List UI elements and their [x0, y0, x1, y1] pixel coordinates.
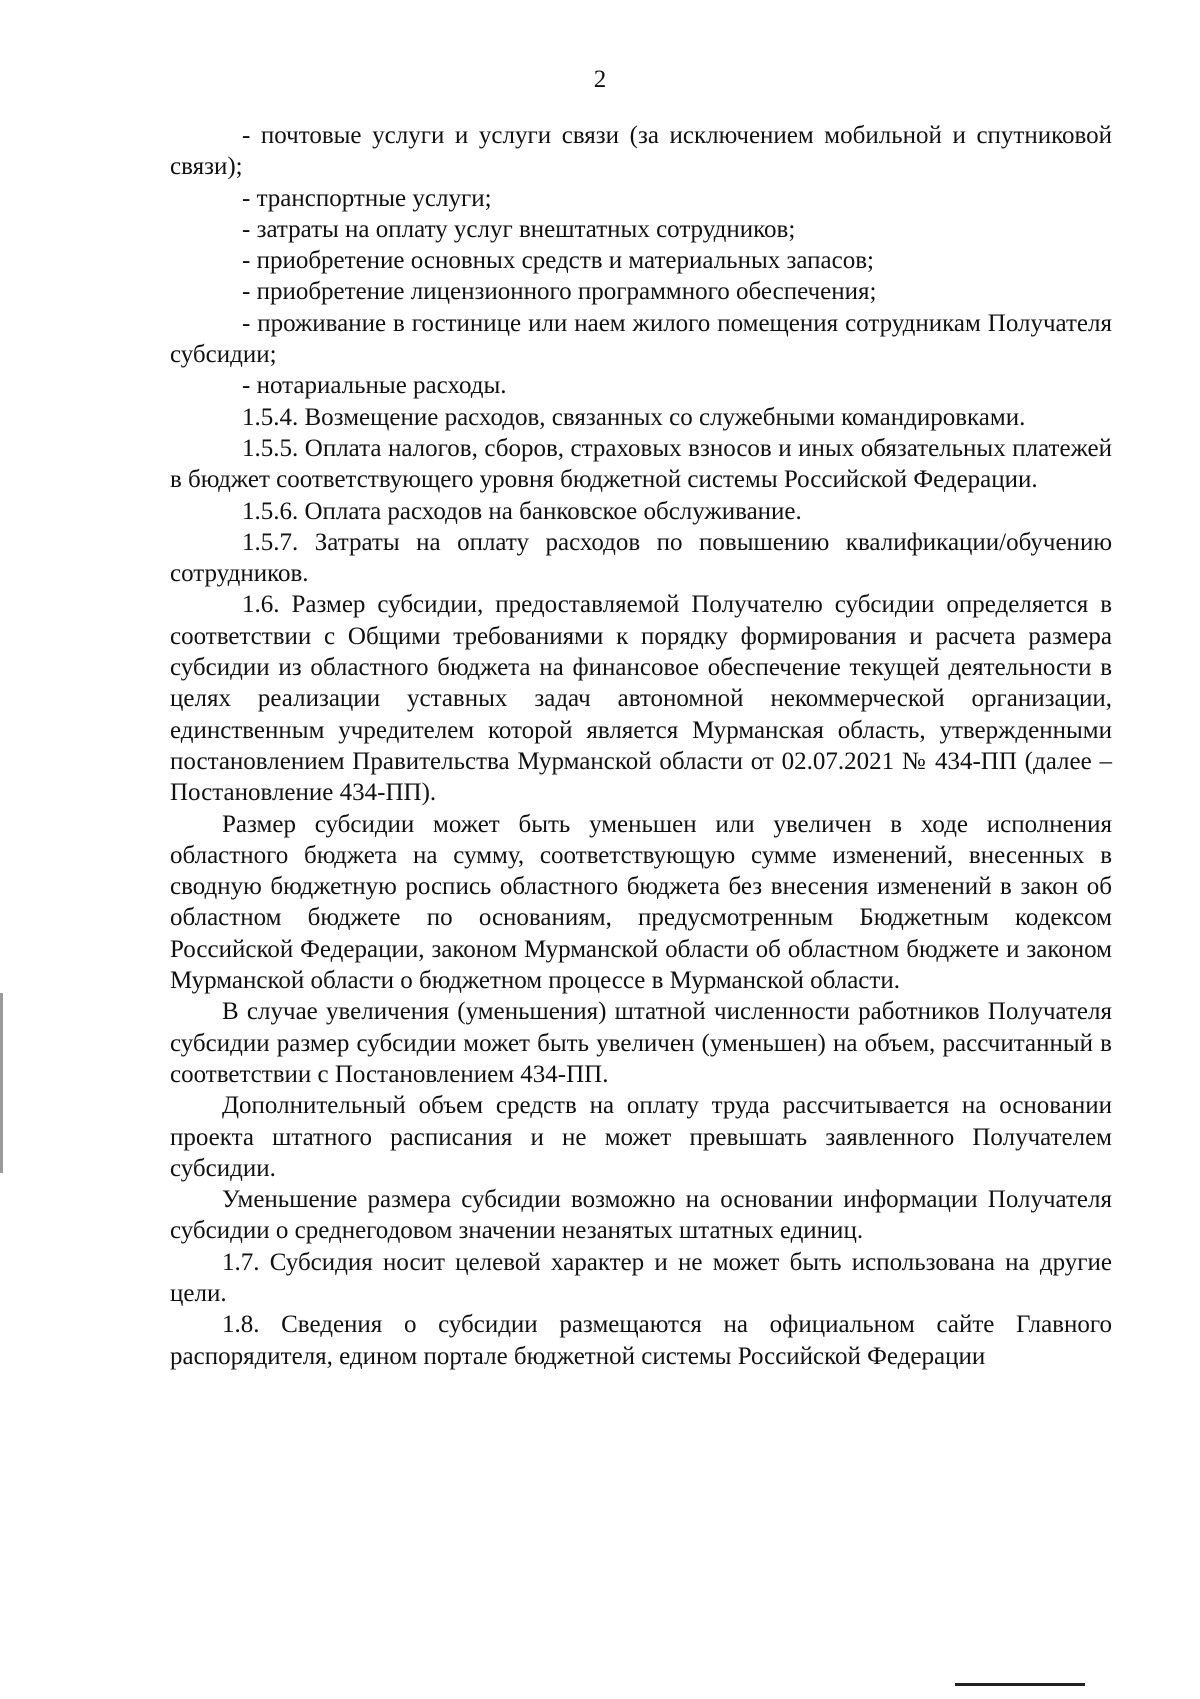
paragraph-additional-funds: Дополнительный объем средств на оплату труда рассчитывается на основании проекта штатного расписания и не может превышать заявленного Получателем субсидии.: [170, 1092, 1112, 1182]
clause-1-8: 1.8. Сведения о субсидии размещаются на официальном сайте Главного распорядителя, едином портале бюджетной системы Российской Федерации: [170, 1311, 1112, 1370]
clause-1-5-5: 1.5.5. Оплата налогов, сборов, страховых взносов и иных обязательных платежей в бюджет соответствующего уровня бюджетной системы Российской Федерации.: [170, 434, 1112, 494]
document-body: [170, 120, 1112, 1372]
footer-rule: [955, 1683, 1085, 1686]
paragraph-staff-change: В случае увеличения (уменьшения) штатной численности работников Получателя субсидии размер субсидии может быть увеличен (уменьшен) на объем, рассчитанный в соответствии с Постановлением 434-ПП.: [170, 998, 1112, 1088]
paragraph-reduction: Уменьшение размера субсидии возможно на основании информации Получателя субсидии о среднегодовом значении незанятых штатных единиц.: [170, 1186, 1112, 1245]
clause-1-5-4: 1.5.4. Возмещение расходов, связанных со служебными командировками.: [242, 403, 1026, 431]
clause-1-7: 1.7. Субсидия носит целевой характер и не может быть использована на другие цели.: [170, 1248, 1112, 1307]
list-item-housing: - проживание в гостинице или наем жилого помещения сотрудникам Получателя субсидии;: [170, 309, 1112, 369]
page-number: 2: [593, 66, 607, 93]
list-item-assets: - приобретение основных средств и материальных запасов;: [242, 247, 874, 275]
clause-1-5-6: 1.5.6. Оплата расходов на банковское обслуживание.: [242, 497, 802, 525]
paragraph-subsidy-change: Размер субсидии может быть уменьшен или увеличен в ходе исполнения областного бюджета на сумму, соответствующую сумме изменений, внесенных в сводную бюджетную роспись областного бюджета без внесения изменений в закон об областном бюджете по основаниям, предусмотренным Бюджетным кодексом Российской Федерации, законом Мурманской области об областном бюджете и законом Мурманской области о бюджетном процессе в Мурманской области.: [170, 810, 1112, 995]
clause-1-5-7: 1.5.7. Затраты на оплату расходов по повышению квалификации/обучению сотрудников.: [170, 528, 1112, 588]
clause-1-6: 1.6. Размер субсидии, предоставляемой Получателю субсидии определяется в соответствии с Общими требованиями к порядку формирования и расчета размера субсидии из областного бюджета на финансовое обеспечение текущей деятельности в целях реализации уставных задач автономной некоммерческой организации, единственным учредителем которой является Мурманская область, утвержденными постановлением Правительства Мурманской области от 02.07.2021 № 434-ПП (далее – Постановление 434-ПП).: [170, 591, 1112, 807]
list-item-transport: - транспортные услуги;: [242, 184, 492, 212]
list-item-postal: - почтовые услуги и услуги связи (за исключением мобильной и спутниковой связи);: [170, 122, 1112, 181]
scan-edge-mark: [0, 993, 3, 1173]
list-item-notary: - нотариальные расходы.: [242, 372, 507, 400]
list-item-software: - приобретение лицензионного программного обеспечения;: [242, 278, 877, 306]
list-item-freelance: - затраты на оплату услуг внештатных сотрудников;: [242, 215, 796, 243]
